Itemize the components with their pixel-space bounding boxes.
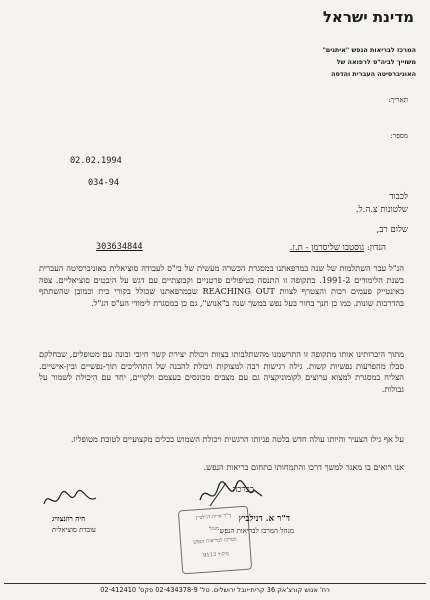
date-label: תאריך: [388,96,408,104]
subject-line [290,242,386,255]
letterhead-center: המרכז לבריאות הנפש "איתנים" [322,46,416,54]
paragraph-3: על אף גילו הצעיר והיותו עולה חדש בלטה פניותו הרגשית ויכולת השמוש בכלים מקצועיים לטובת מטופליו. [70,434,404,444]
greeting: שלום רב, [376,225,408,235]
letterhead-line3: האוניברסיטה העברית והדסה [331,70,416,78]
number-value: 034-94 [88,178,120,188]
paragraph-1: הנ"ל עבר השתלמות של שנה במרפאתנו במסגרת הכשרה מעשית של בי"ס לעבודה סוציאלית באוניברסיטה העברית בשנת הלימודים 1991-2. בתקופה זו התנסה בטיפולים פרטניים וקבוצתיים עם דגש על היבטים סוציאליים. צפה באינטייק פעמים רבות והצטרף לצוות REACHING OUT שבמרפאתנו שכולל בקורי בית וכמובן שהשתתף בהדרכות שונות. כמו כן חנך בחור בעל נפש במשך שנה ב"אנוש", גם כן במסגרת לימודי הע"ס הנ"ל. [39,263,405,308]
closing: בברכה [232,485,254,495]
subject-prefix: הנדון: [366,243,386,253]
paragraph-2: מתוך היכרותינו אותו מתקופה זו התרשמנו מהשתלבותו בצוות ויכולת יצירת קשר חיובי ובונה עם מטופלים, שבחלקם סבלו מהפרעות נפשיות קשות. גילה רגישות רבה למצוקות ויכולת להבנה של התהליכים תוך-נפשיים ובין-אישיים. הצליח במסגרת למצוא ערוצים לקומוניקציה גם עם מצבים מכונסים בעצמם ולקויים, יחד עם היכולת לשמור על גבולות. [39,349,404,394]
paragraph-4: אנו רואים בו מאגר למשך דרכו והתמחותו בתחום בריאות הנפש. [203,462,404,472]
state-title: מדינת ישראל [322,8,414,26]
recipient-line2: שלטונות צ.ה.ל. [355,205,408,215]
signature-right-scribble [196,478,266,510]
signature-left-name: חיה רוזנצוויג [52,514,86,523]
date-value: 02.02.1994 [70,156,122,166]
footer-address: רח' אנוש קורצ'אק 36 קרית-יובל ירושלים. טל' 02-434378-9 פקס' 02-412410 [4,583,426,594]
stamp-line-4: מיקוד 9112 [202,551,230,559]
stamp-line-3: המרכז לבריאות הנפש [193,536,237,546]
subject-id: 303634844 [96,242,143,252]
recipient-line1: לכבוד [389,192,408,202]
subject-name: גוסטבו שליסרמן - ת.ז. [289,243,365,253]
official-stamp [178,506,252,575]
number-label: מספר: [390,132,408,140]
signature-left-title: עובדת סוציאלית [52,526,96,534]
signature-right-title: מנהל המרכז לבריאות הנפש [219,527,294,535]
letterhead-line2: משוייך לביה"ס לרפואה של [336,58,416,66]
stamp-line-1: ד"ר אריה דנילביץ [195,512,232,522]
signature-left-scribble [40,484,100,514]
signature-right-name: ד"ר א. דנילביץ [238,514,290,524]
stamp-line-2: מנהל [208,525,220,533]
